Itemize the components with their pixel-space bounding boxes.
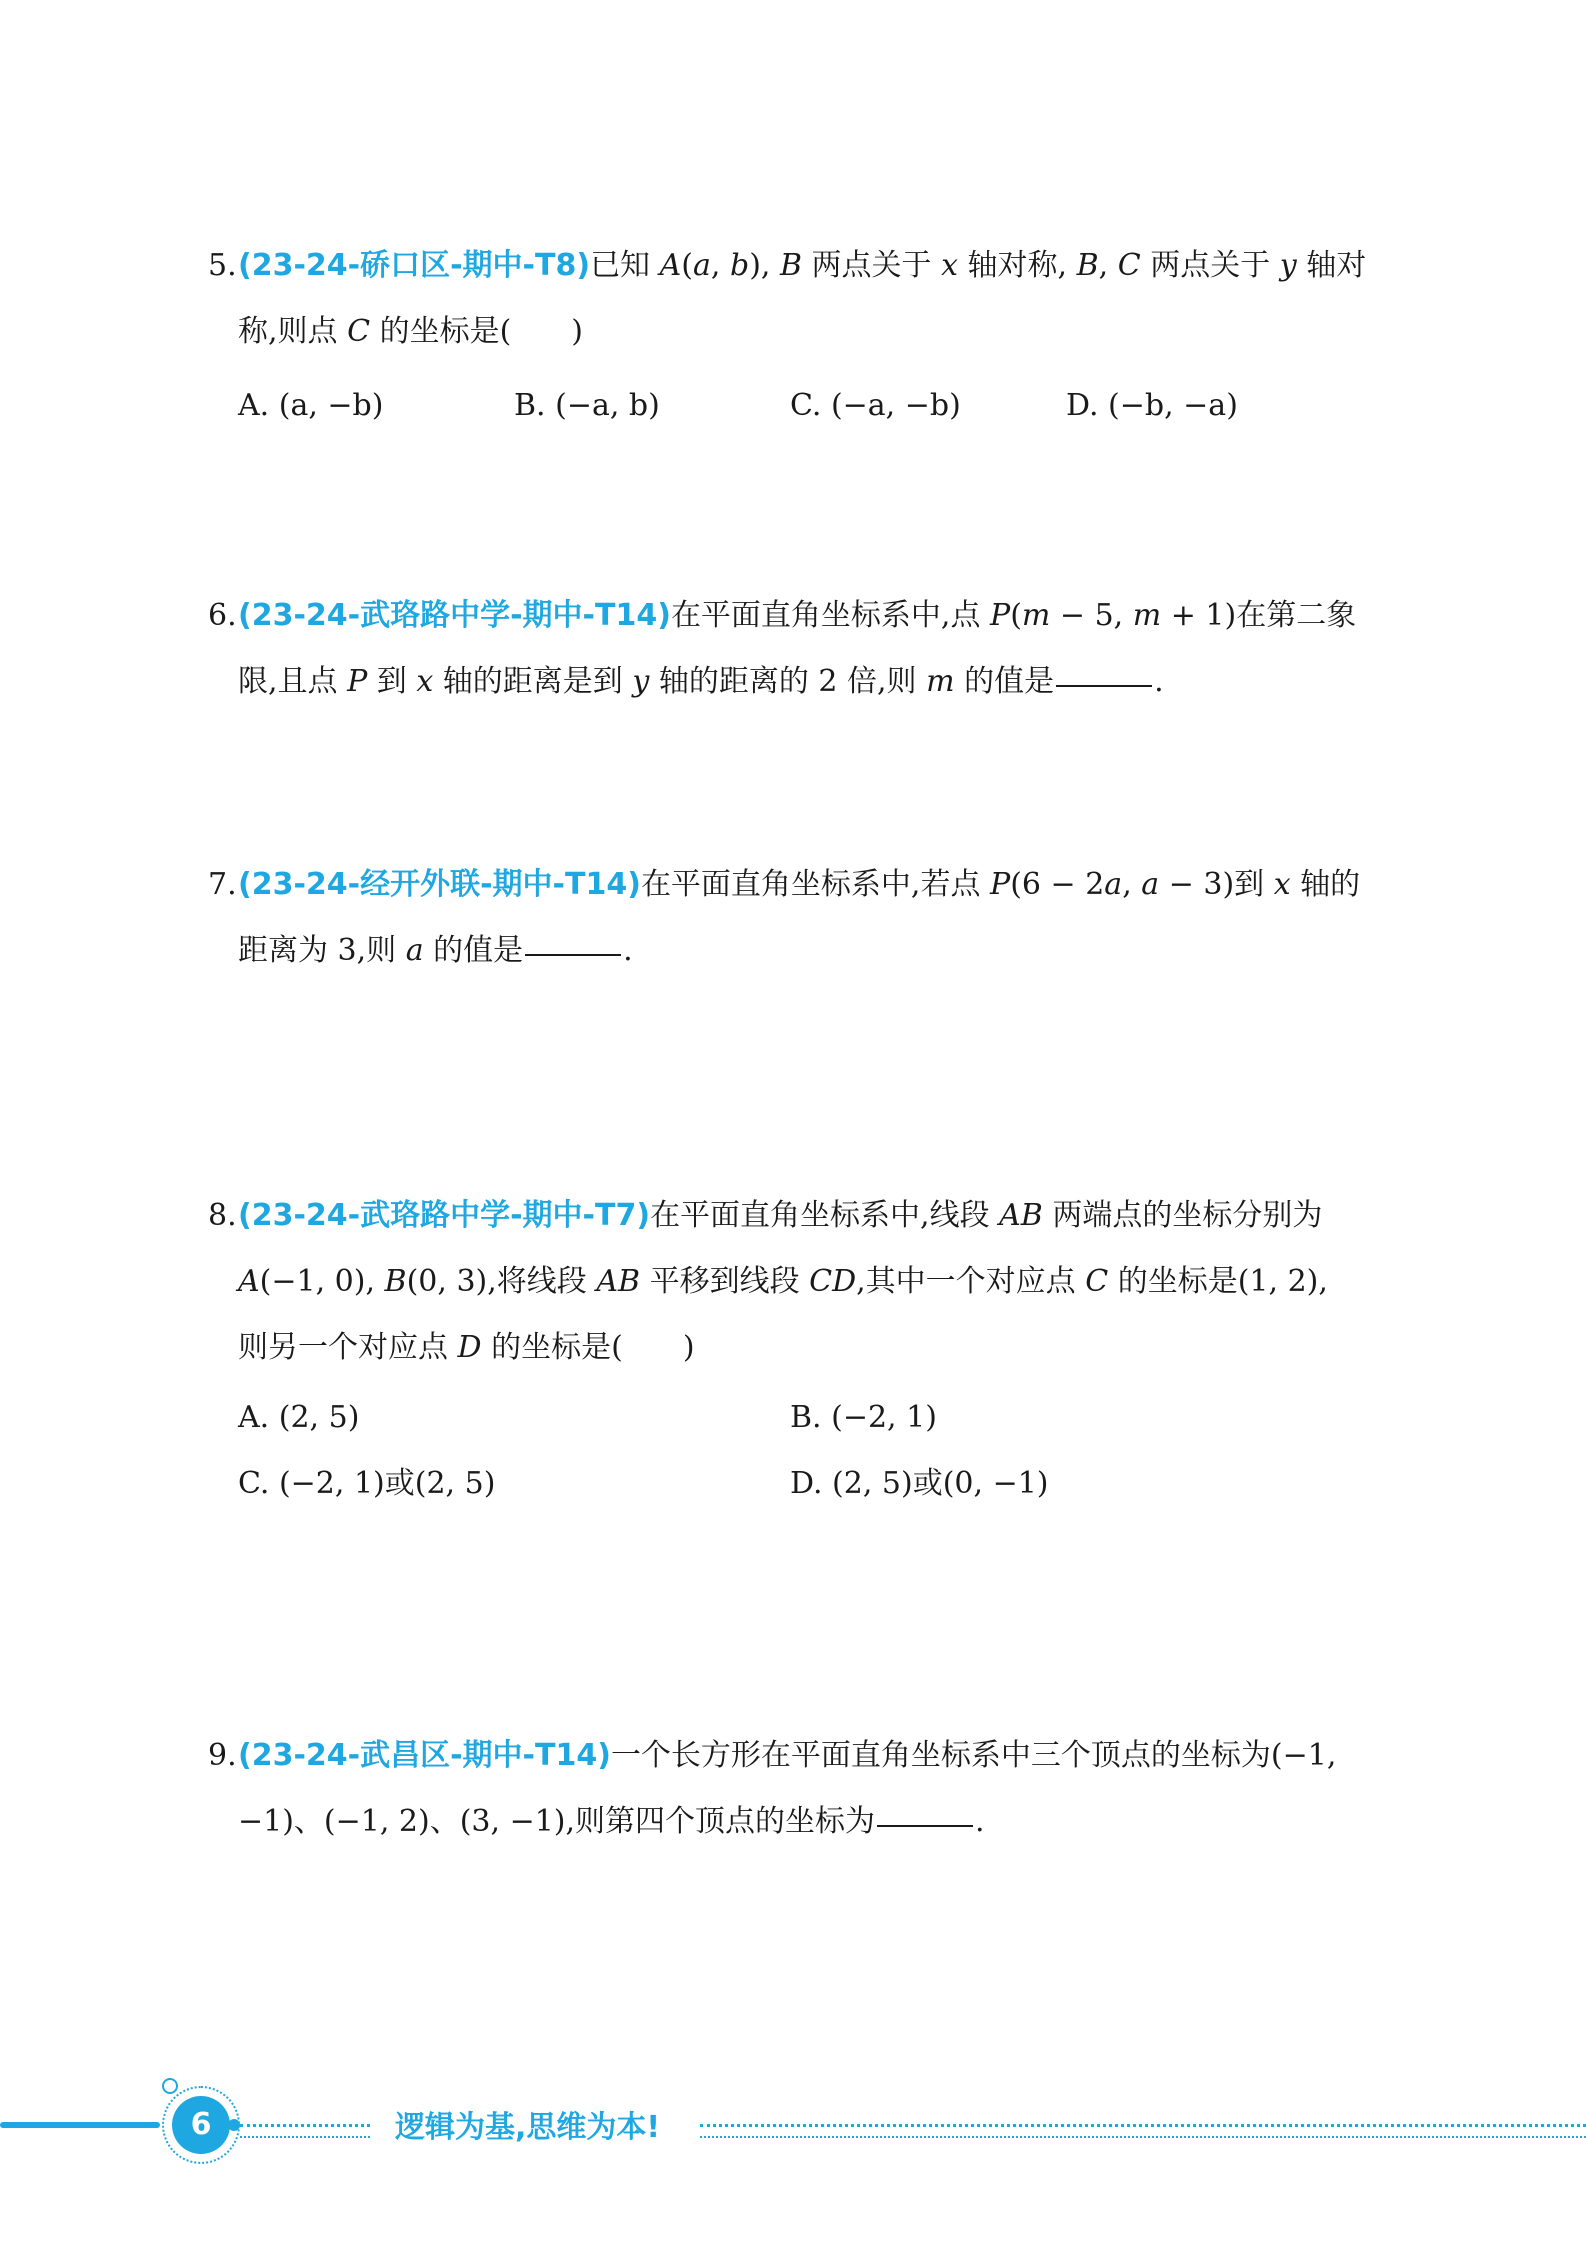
var: A [659,248,682,283]
var: a [405,933,424,968]
text: 称,则点 [238,314,348,349]
text: 两端点的坐标分别为 [1042,1198,1323,1233]
question-8 [208,1183,1398,1517]
text: 的坐标是(1, 2), [1108,1264,1328,1299]
question-number: 8. [208,1198,237,1233]
var: B [384,1264,407,1299]
decorative-ring-icon [162,2078,178,2094]
text: 的坐标是( [481,1330,623,1365]
question-source: (23-24-硚口区-期中-T8) [238,248,591,283]
option-b[interactable]: B. (−a, b) [514,388,660,423]
question-6-line-2 [208,649,1398,715]
text: 轴对 [1296,248,1367,283]
var: x [416,664,434,699]
question-source: (23-24-武珞路中学-期中-T7) [238,1198,651,1233]
question-8-options-row-2 [238,1451,1398,1517]
page-number: 6 [172,2096,230,2154]
var: x [1273,867,1291,902]
text: 两点关于 [1140,248,1280,283]
option-d[interactable]: D. (−b, −a) [1066,388,1238,423]
var: B [1076,248,1099,283]
option-b[interactable]: B. (−2, 1) [790,1400,937,1435]
text: . [623,933,633,968]
text: 在平面直角坐标系中,线段 [650,1198,1000,1233]
var: A [238,1264,260,1299]
var: C [1117,248,1141,283]
question-9-line-1 [208,1723,1398,1789]
var: B [779,248,803,283]
text: . [975,1804,985,1839]
question-source: (23-24-经开外联-期中-T14) [238,867,641,902]
text: (−1, 0), [259,1264,385,1299]
text: 两点关于 [802,248,942,283]
text: 已知 [590,248,660,283]
text: 一个长方形在平面直角坐标系中三个顶点的坐标为(−1, [610,1738,1337,1773]
text: 的值是 [423,933,524,968]
var: y [632,664,650,699]
text: 的坐标是( [370,314,512,349]
text: 平移到线段 [640,1264,810,1299]
question-7 [208,852,1398,984]
text: − 5, [1050,598,1133,633]
text: (0, 3),将线段 [406,1264,597,1299]
question-7-line-1 [208,852,1398,918]
var: P [990,598,1011,633]
question-source: (23-24-武珞路中学-期中-T14) [238,598,671,633]
text: ( [681,248,693,283]
var: a [1141,867,1160,902]
text: ( [1010,598,1022,633]
text: −1)、(−1, 2)、(3, −1),则第四个顶点的坐标为 [238,1804,876,1839]
question-number: 6. [208,598,237,633]
question-8-line-3 [208,1315,1398,1381]
text: ) [571,314,584,349]
var: C [1085,1264,1109,1299]
text: (6 − 2 [1010,867,1105,902]
text: − 3)到 [1159,867,1274,902]
option-a[interactable]: A. (a, −b) [238,388,384,423]
question-number: 7. [208,867,237,902]
var: P [990,867,1011,902]
var: m [1132,598,1162,633]
question-9 [208,1723,1398,1855]
var: m [1021,598,1051,633]
var: x [941,248,959,283]
question-source: (23-24-武昌区-期中-T14) [238,1738,611,1773]
text: ), [749,248,780,283]
question-number: 9. [208,1738,237,1773]
text: 限,且点 [238,664,348,699]
text: ) [682,1330,695,1365]
text: 在平面直角坐标系中,点 [670,598,991,633]
option-d[interactable]: D. (2, 5)或(0, −1) [790,1466,1049,1501]
footer-accent-bar [0,2122,160,2128]
footer-dotted-line [240,2124,370,2127]
question-5-line-1 [208,233,1398,299]
decorative-dot-icon [228,2119,240,2131]
answer-blank[interactable] [525,953,621,956]
text: 的值是 [954,664,1055,699]
option-c[interactable]: C. (−a, −b) [790,388,961,423]
question-5 [208,233,1398,439]
var: D [457,1330,482,1365]
question-9-line-2 [208,1789,1398,1855]
var: CD [809,1264,857,1299]
var: P [347,664,368,699]
text: 轴的 [1290,867,1361,902]
var: AB [999,1198,1043,1233]
var: AB [596,1264,641,1299]
footer-motto: 逻辑为基,思维为本! [395,2110,661,2145]
footer-dotted-line [240,2136,370,2138]
question-8-line-1 [208,1183,1398,1249]
question-5-options [238,373,1398,439]
question-number: 5. [208,248,237,283]
question-7-line-2 [208,918,1398,984]
text: 距离为 3,则 [238,933,406,968]
text: 到 [367,664,417,699]
var: m [926,664,955,699]
footer-dotted-line [700,2124,1586,2127]
text: 在平面直角坐标系中,若点 [640,867,991,902]
footer-dotted-line [700,2136,1586,2138]
var: a [693,248,711,283]
var: b [729,248,750,283]
page-footer [0,2080,1586,2200]
text: , [1098,248,1118,283]
var: C [347,314,371,349]
text: ,其中一个对应点 [856,1264,1086,1299]
question-8-options-row-1 [238,1385,1398,1451]
text: + 1)在第二象 [1161,598,1357,633]
text: 轴的距离的 2 倍,则 [649,664,927,699]
question-6 [208,583,1398,715]
text: , [1122,867,1142,902]
text: 轴的距离是到 [433,664,633,699]
question-6-line-1 [208,583,1398,649]
text: . [1154,664,1164,699]
text: 轴对称, [958,248,1077,283]
text: 则另一个对应点 [238,1330,458,1365]
var: y [1279,248,1297,283]
option-a[interactable]: A. (2, 5) [238,1400,360,1435]
text: , [710,248,730,283]
answer-blank[interactable] [1056,684,1152,687]
var: a [1104,867,1123,902]
option-c[interactable]: C. (−2, 1)或(2, 5) [238,1466,496,1501]
answer-blank[interactable] [877,1824,973,1827]
question-5-line-2 [208,299,1398,365]
question-8-line-2 [208,1249,1398,1315]
